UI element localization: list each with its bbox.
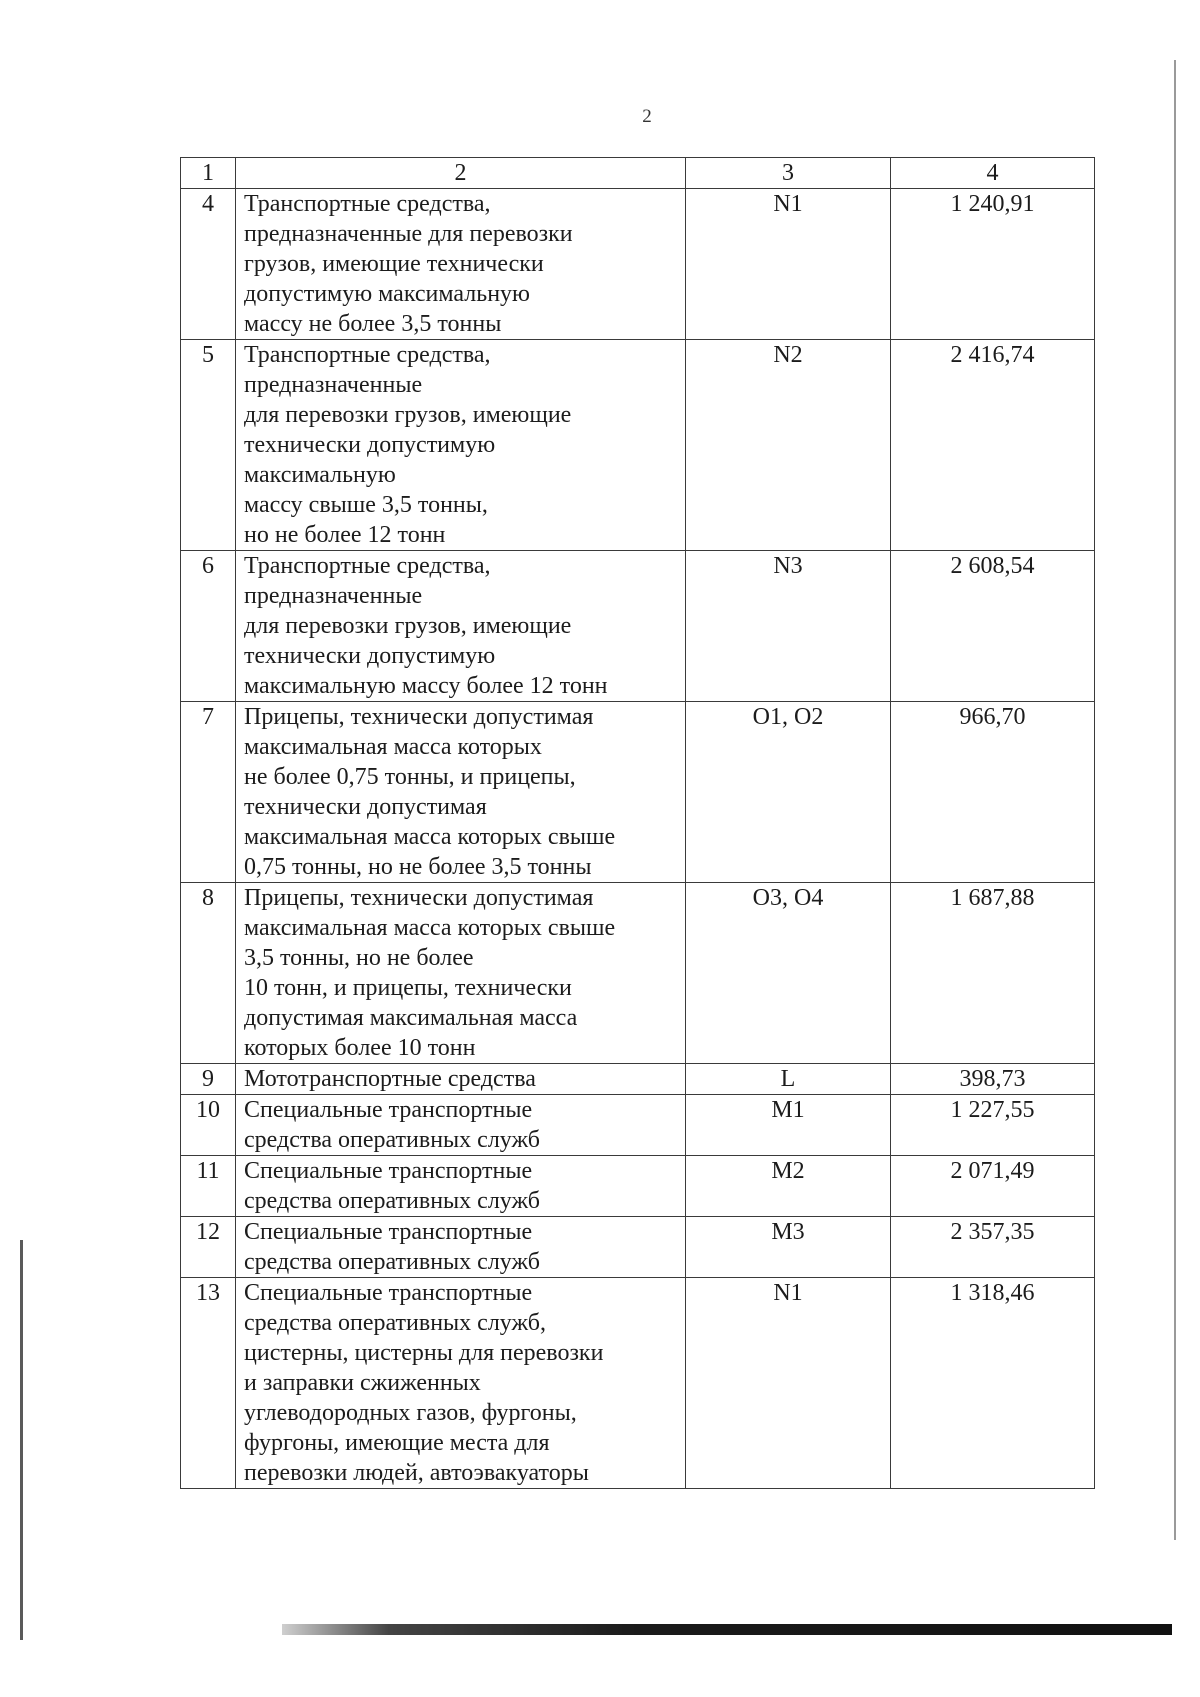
table-row (181, 189, 1095, 340)
description-line: Специальные транспортные (244, 1158, 533, 1184)
table-row (181, 1064, 1095, 1095)
table-row (181, 1217, 1095, 1278)
row-number-cell: 13 (181, 1278, 236, 1489)
category-cell: N3 (686, 551, 891, 702)
category-cell: N2 (686, 340, 891, 551)
description-cell (236, 1064, 686, 1095)
category-cell: N1 (686, 189, 891, 340)
description-line: предназначенные (244, 583, 423, 609)
description-line: и заправки сжиженных (244, 1370, 481, 1396)
description-line: Мототранспортные средства (244, 1066, 536, 1092)
description-line: Транспортные средства, (244, 553, 491, 579)
row-number-cell: 12 (181, 1217, 236, 1278)
description-line: допустимую максимальную (244, 281, 530, 307)
category-cell: N1 (686, 1278, 891, 1489)
description-line: допустимая максимальная масса (244, 1005, 578, 1031)
description-line: предназначенные для перевозки (244, 221, 573, 247)
description-line: технически допустимую (244, 432, 496, 458)
description-line: массу не более 3,5 тонны (244, 311, 502, 337)
description-line: перевозки людей, автоэвакуаторы (244, 1460, 589, 1486)
description-line: средства оперативных служб (244, 1127, 540, 1153)
description-line: 3,5 тонны, но не более (244, 945, 474, 971)
description-line: но не более 12 тонн (244, 522, 446, 548)
description-cell (236, 1217, 686, 1278)
description-line: максимальная масса которых (244, 734, 542, 760)
description-line: средства оперативных служб (244, 1188, 540, 1214)
description-line: технически допустимую (244, 643, 496, 669)
row-number-cell: 9 (181, 1064, 236, 1095)
category-cell: L (686, 1064, 891, 1095)
table-row (181, 883, 1095, 1064)
description-line: максимальная масса которых свыше (244, 824, 616, 850)
description-line: углеводородных газов, фургоны, (244, 1400, 577, 1426)
row-number-cell: 8 (181, 883, 236, 1064)
description-line: Специальные транспортные (244, 1219, 533, 1245)
description-line: Прицепы, технически допустимая (244, 885, 594, 911)
category-cell: O1, O2 (686, 702, 891, 883)
description-line: максимальную массу более 12 тонн (244, 673, 608, 699)
value-cell: 2 608,54 (891, 551, 1095, 702)
description-line: 0,75 тонны, но не более 3,5 тонны (244, 854, 592, 880)
value-cell: 2 071,49 (891, 1156, 1095, 1217)
scan-artifact-bar (282, 1624, 1172, 1635)
row-number-cell: 11 (181, 1156, 236, 1217)
description-cell (236, 1095, 686, 1156)
description-cell (236, 883, 686, 1064)
value-cell: 1 240,91 (891, 189, 1095, 340)
row-number-cell: 10 (181, 1095, 236, 1156)
description-cell (236, 340, 686, 551)
description-line: цистерны, цистерны для перевозки (244, 1340, 604, 1366)
value-cell: 966,70 (891, 702, 1095, 883)
value-cell: 1 318,46 (891, 1278, 1095, 1489)
description-line: 10 тонн, и прицепы, технически (244, 975, 572, 1001)
scan-edge-left (20, 1240, 23, 1640)
description-cell (236, 189, 686, 340)
row-number-cell: 5 (181, 340, 236, 551)
description-line: грузов, имеющие технически (244, 251, 544, 277)
page-number: 2 (642, 106, 652, 127)
table-header-row (181, 158, 1095, 189)
description-cell (236, 551, 686, 702)
table-row (181, 1278, 1095, 1489)
scan-edge-right (1174, 60, 1176, 1540)
description-line: для перевозки грузов, имеющие (244, 402, 572, 428)
column-header-3: 3 (686, 158, 891, 189)
description-line: не более 0,75 тонны, и прицепы, (244, 764, 576, 790)
row-number-cell: 6 (181, 551, 236, 702)
column-header-1: 1 (181, 158, 236, 189)
description-line: средства оперативных служб (244, 1249, 540, 1275)
table-row (181, 1095, 1095, 1156)
category-cell: M1 (686, 1095, 891, 1156)
description-line: для перевозки грузов, имеющие (244, 613, 572, 639)
row-number-cell: 4 (181, 189, 236, 340)
table-row (181, 340, 1095, 551)
column-header-2: 2 (236, 158, 686, 189)
description-line: фургоны, имеющие места для (244, 1430, 550, 1456)
table-row (181, 1156, 1095, 1217)
description-line: Транспортные средства, (244, 191, 491, 217)
description-line: Транспортные средства, (244, 342, 491, 368)
value-cell: 1 227,55 (891, 1095, 1095, 1156)
description-line: технически допустимая (244, 794, 487, 820)
tariff-table (180, 157, 1095, 1489)
description-line: максимальная масса которых свыше (244, 915, 616, 941)
description-line: максимальную (244, 462, 396, 488)
description-line: Специальные транспортные (244, 1097, 533, 1123)
description-line: средства оперативных служб, (244, 1310, 546, 1336)
column-header-4: 4 (891, 158, 1095, 189)
description-line: которых более 10 тонн (244, 1035, 476, 1061)
value-cell: 1 687,88 (891, 883, 1095, 1064)
category-cell: M2 (686, 1156, 891, 1217)
value-cell: 2 357,35 (891, 1217, 1095, 1278)
category-cell: O3, O4 (686, 883, 891, 1064)
description-line: Прицепы, технически допустимая (244, 704, 594, 730)
table-row (181, 551, 1095, 702)
description-cell (236, 702, 686, 883)
value-cell: 2 416,74 (891, 340, 1095, 551)
row-number-cell: 7 (181, 702, 236, 883)
description-line: массу свыше 3,5 тонны, (244, 492, 488, 518)
description-line: Специальные транспортные (244, 1280, 533, 1306)
description-cell (236, 1156, 686, 1217)
table-row (181, 702, 1095, 883)
value-cell: 398,73 (891, 1064, 1095, 1095)
category-cell: M3 (686, 1217, 891, 1278)
description-cell (236, 1278, 686, 1489)
description-line: предназначенные (244, 372, 423, 398)
